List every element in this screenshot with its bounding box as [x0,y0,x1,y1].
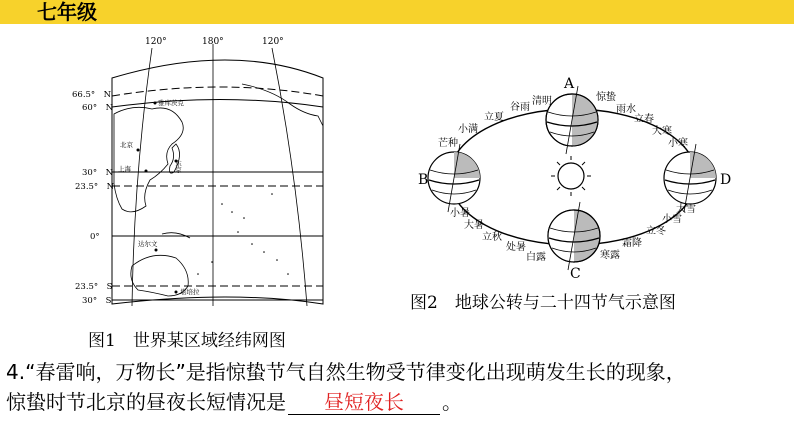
question-prefix: 惊蛰时节北京的昼夜长短情况是 [6,390,286,414]
svg-text:小寒: 小寒 [668,138,688,149]
sun [551,156,591,196]
arctic-circle [112,87,323,96]
svg-text:北京: 北京 [120,141,133,149]
svg-text:C: C [570,266,581,282]
svg-text:寒露: 寒露 [600,250,620,261]
header-bar [0,0,794,24]
earth-revolution-diagram [410,74,740,284]
question-line-2 [6,388,462,416]
svg-text:立秋: 立秋 [482,232,502,243]
svg-text:A: A [564,76,575,92]
svg-text:0°: 0° [90,232,100,242]
svg-text:小满: 小满 [458,124,478,135]
svg-text:23.5° N: 23.5° N [75,182,115,192]
svg-text:30° S: 30° S [82,296,112,306]
svg-text:66.5° N: 66.5° N [72,90,112,100]
map-frame [112,60,323,304]
header-title: 七年级 [37,0,97,24]
lon-label-2: 180° [202,37,224,47]
svg-text:雨水: 雨水 [616,104,636,115]
svg-text:大寒: 大寒 [652,126,672,137]
svg-text:小暑: 小暑 [450,208,470,219]
svg-text:60° N: 60° N [82,103,114,113]
earth-c [548,202,600,270]
svg-text:达尔文: 达尔文 [138,240,158,248]
meridian-120w [272,48,307,306]
svg-text:雅库茨克: 雅库茨克 [158,99,184,107]
place-labels [118,98,200,296]
svg-text:清明: 清明 [532,96,552,107]
figure2-caption: 图2 地球公转与二十四节气示意图 [410,293,676,313]
svg-text:上海: 上海 [118,165,131,173]
svg-text:芒种: 芒种 [438,138,458,149]
lat-60n [112,100,323,108]
question-suffix: 。 [442,390,462,414]
longitude-labels [145,37,284,47]
meridian-120e [132,48,152,306]
lon-label-1: 120° [145,37,167,47]
svg-text:立春: 立春 [634,114,654,125]
svg-text:B: B [418,172,429,188]
svg-text:堪培拉: 堪培拉 [180,288,200,296]
svg-text:小雪: 小雪 [662,214,682,225]
svg-text:大暑: 大暑 [464,220,484,231]
earth-a [546,86,598,154]
svg-text:霜降: 霜降 [622,238,642,249]
svg-text:立冬: 立冬 [646,226,666,237]
svg-text:大雪: 大雪 [676,204,696,215]
svg-text:立夏: 立夏 [484,112,504,123]
svg-text:谷雨: 谷雨 [510,102,530,113]
figure1-caption: 图1 世界某区域经纬网图 [88,331,286,351]
earth-b [428,144,480,212]
svg-text:东京: 东京 [174,160,182,173]
svg-text:D: D [720,172,732,188]
svg-text:惊蛰: 惊蛰 [596,92,616,103]
latitude-labels [72,90,115,306]
question-line-1: 4.“春雷响，万物长”是指惊蛰节气自然生物受节律变化出现萌发生长的现象， [6,360,686,384]
svg-text:白露: 白露 [526,252,546,263]
world-region-map [72,34,352,319]
svg-text:23.5° S: 23.5° S [75,282,113,292]
earth-d [664,144,716,212]
answer-blank[interactable]: 昼短夜长 [288,390,440,415]
svg-text:处暑: 处暑 [506,242,526,253]
svg-text:30° N: 30° N [82,168,114,178]
lon-label-3: 120° [262,37,284,47]
new-guinea [162,233,190,238]
island-dots [197,193,289,275]
